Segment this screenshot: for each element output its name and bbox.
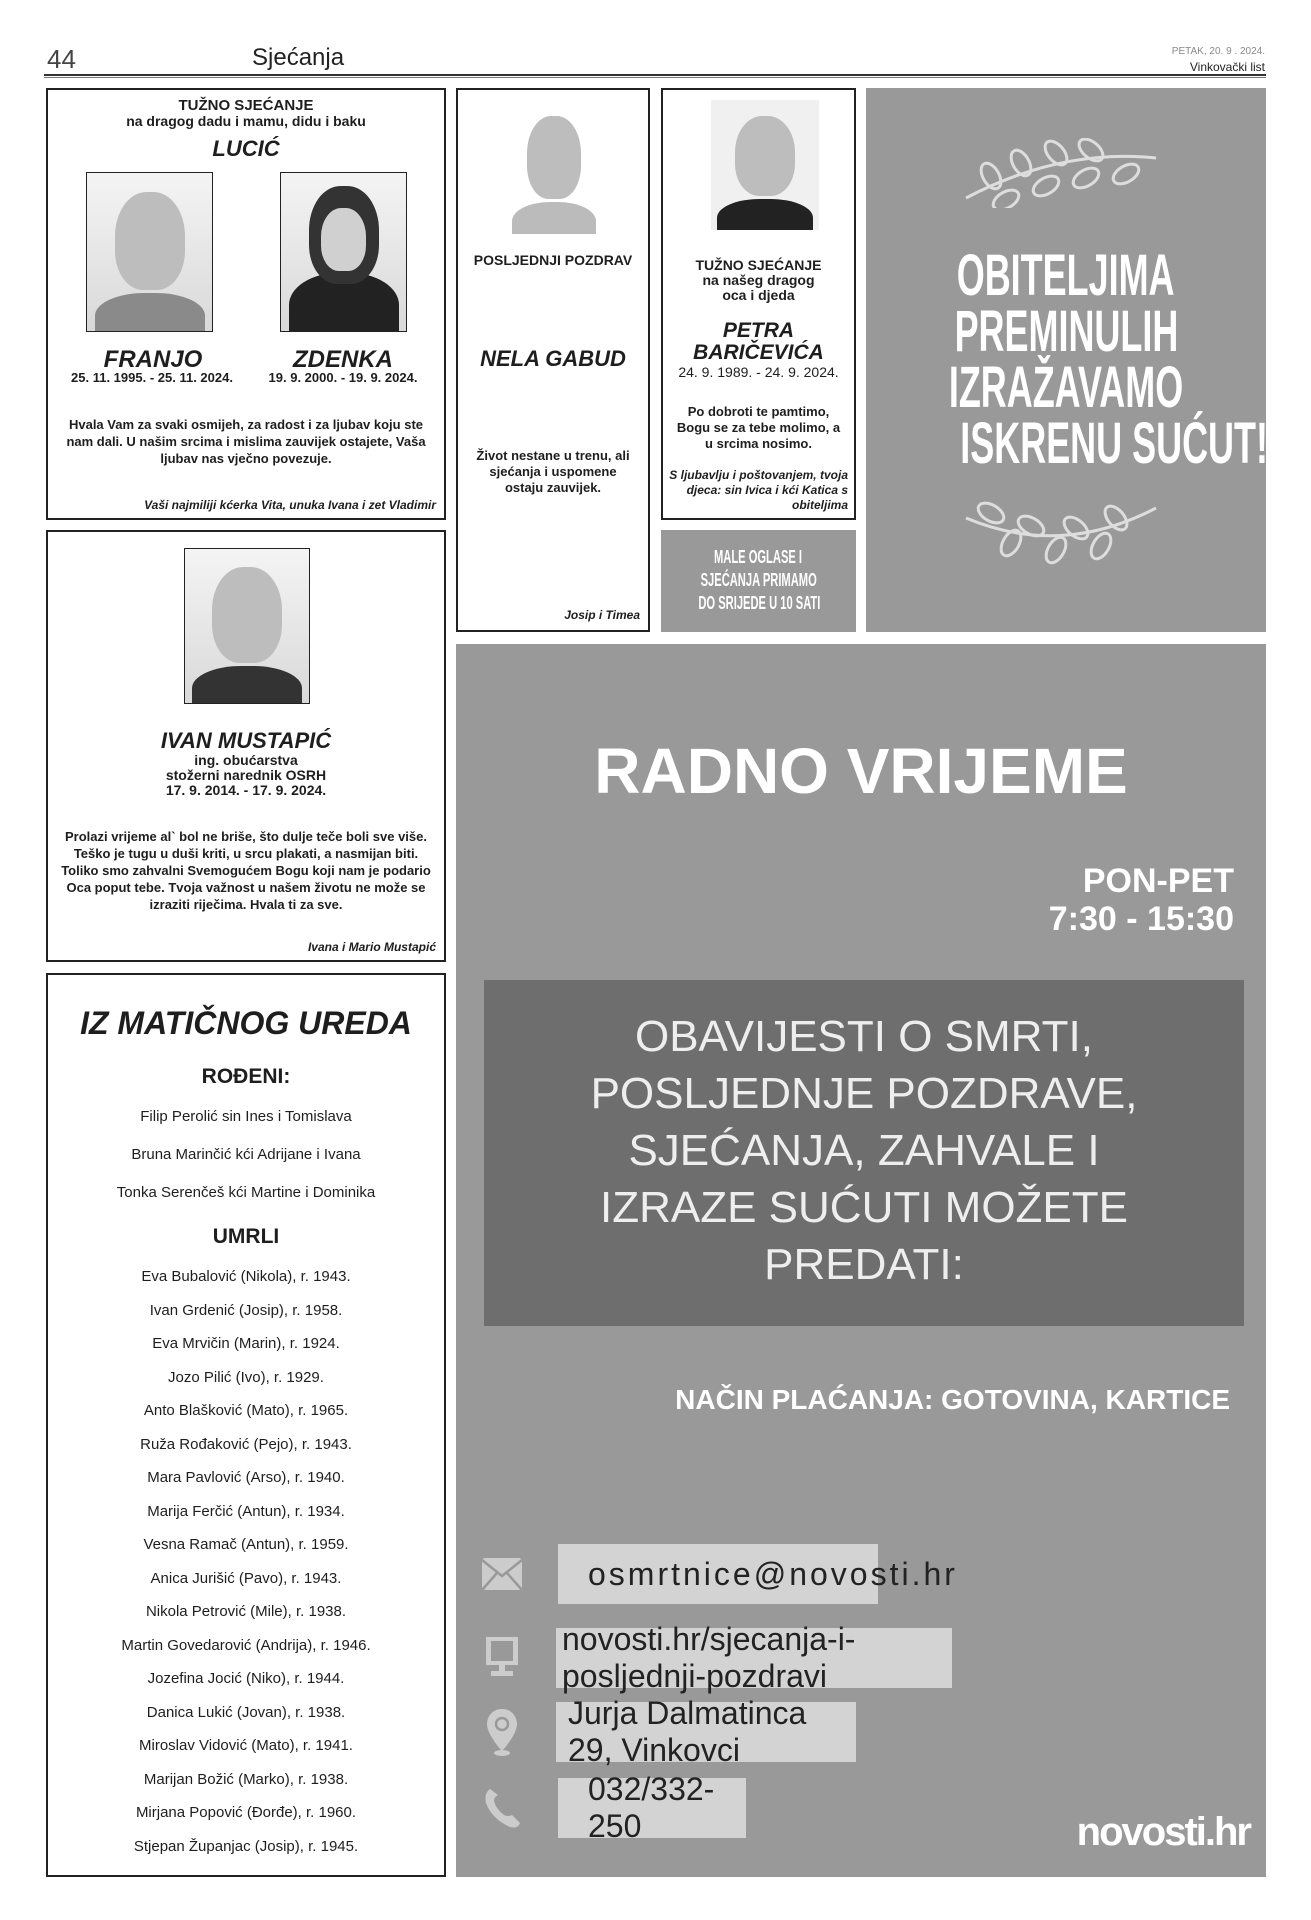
phone-number: 032/332-250 bbox=[558, 1778, 746, 1838]
died-entry: Mirjana Popović (Đorđe), r. 1960. bbox=[135, 1804, 357, 1821]
location-pin-icon bbox=[472, 1702, 532, 1762]
registry-office bbox=[46, 973, 446, 1877]
phone-icon bbox=[472, 1778, 532, 1838]
died-entry: Eva Bubalović (Nikola), r. 1943. bbox=[141, 1268, 351, 1285]
died-entry: Jozo Pilić (Ivo), r. 1929. bbox=[168, 1368, 324, 1386]
died-entry: Stjepan Županjac (Josip), r. 1945. bbox=[133, 1837, 359, 1855]
info-line: POSLJEDNJE POZDRAVE, bbox=[590, 1069, 1138, 1118]
died-entry: Vesna Ramač (Antun), r. 1959. bbox=[143, 1536, 349, 1553]
photo-ivan-mustapic bbox=[184, 548, 310, 704]
died-entry: Anica Jurišić (Pavo), r. 1943. bbox=[150, 1569, 342, 1587]
obituary-text: Po dobroti te pamtimo, Bogu se za tebe molimo, a u srcima nosimo. bbox=[676, 404, 841, 451]
envelope-icon bbox=[472, 1544, 532, 1604]
obituary-signature: Josip i Timea bbox=[564, 608, 640, 622]
notice-line: MALE OGLASE I bbox=[714, 547, 803, 567]
condolence-line: PREMINULIH bbox=[954, 299, 1178, 364]
died-entry: Marija Ferčić (Antun), r. 1934. bbox=[147, 1502, 345, 1520]
obituary-signature: Vaši najmiliji kćerka Vita, unuka Ivana i zet Vladimir bbox=[144, 498, 436, 512]
died-entry: Ruža Rođaković (Pejo), r. 1943. bbox=[140, 1435, 352, 1453]
registry-title: IZ MATIČNOG UREDA bbox=[80, 1005, 412, 1041]
born-heading: ROĐENI: bbox=[201, 1065, 291, 1088]
person-name: IVAN MUSTAPIĆ bbox=[160, 728, 332, 753]
photo-nela-gabud bbox=[506, 100, 602, 234]
publication-name: Vinkovački list bbox=[1189, 60, 1265, 74]
photo-zdenka bbox=[280, 172, 407, 332]
person-dates: 19. 9. 2000. - 19. 9. 2024. bbox=[268, 370, 418, 385]
info-line: PREDATI: bbox=[764, 1240, 964, 1289]
person-dates: 24. 9. 1989. - 24. 9. 2024. bbox=[678, 364, 839, 380]
working-hours: 7:30 - 15:30 bbox=[1048, 900, 1234, 938]
working-days: PON-PET bbox=[1082, 862, 1234, 900]
died-list bbox=[48, 1260, 444, 1863]
novosti-logo: novosti.hr bbox=[1076, 1810, 1250, 1854]
died-entry: Ivan Grdenić (Josip), r. 1958. bbox=[149, 1301, 343, 1319]
section-title: Sjećanja bbox=[252, 44, 345, 71]
person-first-name: PETRA bbox=[722, 319, 795, 342]
obituary-subtitle: na dragog dadu i mamu, didu i baku bbox=[126, 113, 366, 129]
working-hours-ad bbox=[456, 644, 1266, 1877]
surname: LUCIĆ bbox=[212, 136, 280, 161]
born-entry: Bruna Marinčić kći Adrijane i Ivana bbox=[131, 1146, 361, 1163]
died-entry: Jozefina Jocić (Niko), r. 1944. bbox=[147, 1670, 345, 1687]
obituary-gabud bbox=[456, 88, 650, 632]
person-name: ZDENKA bbox=[293, 346, 393, 373]
email-link[interactable]: osmrtnice@novosti.hr bbox=[558, 1544, 878, 1604]
born-entry: Filip Perolić sin Ines i Tomislava bbox=[140, 1108, 352, 1125]
ad-title: RADNO VRIJEME bbox=[594, 735, 1128, 807]
condolence-panel bbox=[866, 88, 1266, 632]
notice-line: SJEĆANJA PRIMAMO bbox=[700, 570, 817, 590]
obituary-title: TUŽNO SJEĆANJE bbox=[178, 97, 314, 114]
died-entry: Mara Pavlović (Arso), r. 1940. bbox=[147, 1469, 345, 1486]
computer-icon bbox=[472, 1628, 532, 1688]
obituary-signature: Ivana i Mario Mustapić bbox=[307, 940, 436, 954]
person-title: ing. obućarstva bbox=[194, 752, 298, 768]
obituary-title: POSLJEDNJI POZDRAV bbox=[473, 252, 633, 268]
info-line: SJEĆANJA, ZAHVALE I bbox=[628, 1126, 1100, 1175]
person-name: FRANJO bbox=[103, 346, 203, 373]
header-rule bbox=[44, 74, 1266, 78]
obituary-text: Hvala Vam za svaki osmijeh, za radost i za ljubav koju ste nam dali. U našim srcima i mislima zauvijek ostajete, Vaša ljubav nas vječno povezuje. bbox=[66, 417, 426, 466]
payment-methods: NAČIN PLAĆANJA: GOTOVINA, KARTICE bbox=[675, 1384, 1230, 1415]
died-entry: Marijan Božić (Marko), r. 1938. bbox=[143, 1770, 349, 1788]
obituary-subtitle: na našeg dragog bbox=[702, 272, 815, 288]
person-dates: 25. 11. 1995. - 25. 11. 2024. bbox=[71, 370, 233, 385]
ads-deadline-notice bbox=[661, 530, 856, 632]
died-heading: UMRLI bbox=[212, 1225, 280, 1248]
person-name: NELA GABUD bbox=[480, 346, 626, 371]
died-entry: Anto Blašković (Mato), r. 1965. bbox=[143, 1402, 349, 1419]
page-number: 44 bbox=[47, 44, 76, 74]
info-line: OBAVIJESTI O SMRTI, bbox=[634, 1012, 1093, 1061]
info-panel bbox=[484, 980, 1244, 1326]
obituary-lucic bbox=[46, 88, 446, 520]
condolence-line: ISKRENU SUĆUT! bbox=[960, 411, 1268, 476]
obituary-baricevic bbox=[661, 88, 856, 520]
died-entry: Martin Govedarović (Andrija), r. 1946. bbox=[121, 1636, 371, 1654]
olive-branch-icon bbox=[961, 498, 1161, 568]
person-dates: 17. 9. 2014. - 17. 9. 2024. bbox=[165, 782, 327, 798]
condolence-line: IZRAŽAVAMO bbox=[948, 355, 1184, 420]
photo-franjo bbox=[86, 172, 213, 332]
olive-branch-icon bbox=[961, 138, 1161, 208]
died-entry: Danica Lukić (Jovan), r. 1938. bbox=[146, 1703, 346, 1721]
issue-date: PETAK, 20. 9 . 2024. bbox=[1171, 46, 1265, 57]
obituary-subtitle: oca i djeda bbox=[722, 287, 795, 303]
obituary-title: TUŽNO SJEĆANJE bbox=[695, 257, 822, 273]
obituary-mustapic bbox=[46, 530, 446, 962]
info-line: IZRAZE SUĆUTI MOŽETE bbox=[600, 1183, 1128, 1232]
photo-petar-baricevic bbox=[711, 100, 819, 230]
obituary-signature: S ljubavlju i poštovanjem, tvoja djeca: sin Ivica i kći Katica s obiteljima bbox=[669, 468, 848, 512]
born-list bbox=[48, 1098, 444, 1212]
died-entry: Miroslav Vidović (Mato), r. 1941. bbox=[139, 1737, 353, 1754]
notice-line: DO SRIJEDE U 10 SATI bbox=[698, 593, 821, 613]
person-rank: stožerni narednik OSRH bbox=[165, 767, 327, 783]
address: Jurja Dalmatinca 29, Vinkovci bbox=[556, 1702, 856, 1762]
died-entry: Eva Mrvičin (Marin), r. 1924. bbox=[152, 1335, 340, 1352]
website-link[interactable]: novosti.hr/sjecanja-i-posljednji-pozdravi bbox=[556, 1628, 952, 1688]
obituary-text: Život nestane u trenu, ali sjećanja i uspomene ostaju zauvijek. bbox=[476, 448, 630, 495]
died-entry: Nikola Petrović (Mile), r. 1938. bbox=[145, 1603, 347, 1620]
born-entry: Tonka Serenčeš kći Martine i Dominika bbox=[116, 1184, 376, 1201]
person-surname: BARIČEVIĆA bbox=[693, 341, 824, 364]
condolence-line: OBITELJIMA bbox=[957, 243, 1175, 308]
obituary-text: Prolazi vrijeme al` bol ne briše, što dulje teče boli sve više. Teško je tugu u duši kriti, u srcu plakati, a nasmijan biti. Toliko smo zahvalni Svemogućem Bogu koji nam je podario Oca poput tebe. Tvoja važnost u našem životu ne može se izraziti riječima. Hvala ti za sve. bbox=[61, 829, 431, 912]
